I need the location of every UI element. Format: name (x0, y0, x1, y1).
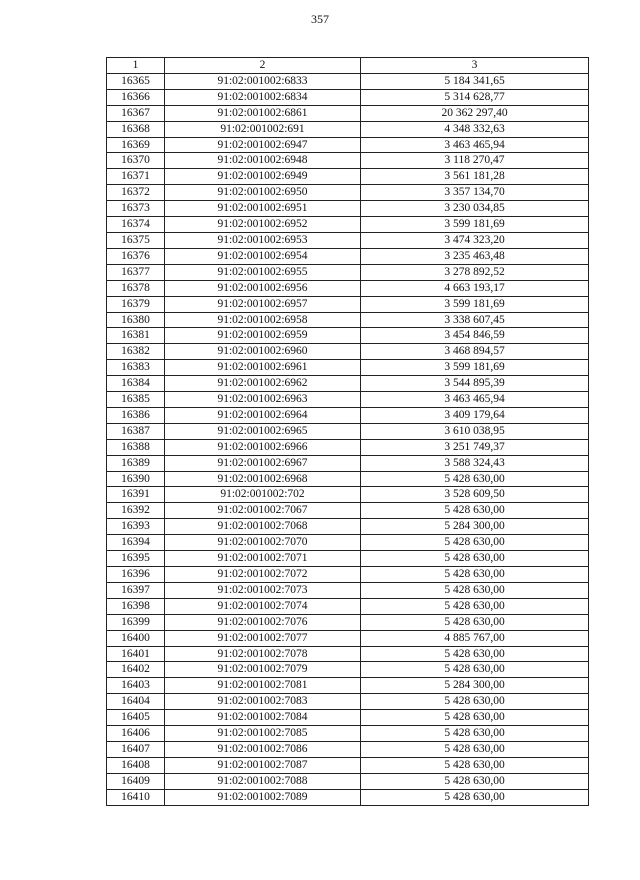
cadastral-number-cell: 91:02:001002:6834 (165, 89, 361, 105)
table-body (107, 73, 589, 805)
table-row (107, 248, 589, 264)
table-row (107, 137, 589, 153)
row-number-cell: 16405 (107, 710, 165, 726)
cadastral-number-cell: 91:02:001002:7087 (165, 757, 361, 773)
value-cell: 5 314 628,77 (361, 89, 589, 105)
table-row (107, 344, 589, 360)
row-number-cell: 16371 (107, 169, 165, 185)
row-number-cell: 16391 (107, 487, 165, 503)
row-number-cell: 16379 (107, 296, 165, 312)
cadastral-number-cell: 91:02:001002:6953 (165, 232, 361, 248)
value-cell: 5 428 630,00 (361, 582, 589, 598)
cadastral-number-cell: 91:02:001002:7072 (165, 567, 361, 583)
value-cell: 3 599 181,69 (361, 360, 589, 376)
cadastral-number-cell: 91:02:001002:7074 (165, 598, 361, 614)
registry-table (106, 57, 589, 806)
value-cell: 3 474 323,20 (361, 232, 589, 248)
table-row (107, 169, 589, 185)
value-cell: 5 428 630,00 (361, 694, 589, 710)
cadastral-number-cell: 91:02:001002:6960 (165, 344, 361, 360)
value-cell: 5 184 341,65 (361, 73, 589, 89)
table-row (107, 662, 589, 678)
row-number-cell: 16402 (107, 662, 165, 678)
value-cell: 5 284 300,00 (361, 519, 589, 535)
table-row (107, 519, 589, 535)
value-cell: 3 251 749,37 (361, 439, 589, 455)
table-row (107, 471, 589, 487)
row-number-cell: 16373 (107, 201, 165, 217)
table-row (107, 73, 589, 89)
value-cell: 5 284 300,00 (361, 678, 589, 694)
row-number-cell: 16398 (107, 598, 165, 614)
value-cell: 5 428 630,00 (361, 567, 589, 583)
table-row (107, 773, 589, 789)
cadastral-number-cell: 91:02:001002:6965 (165, 423, 361, 439)
value-cell: 5 428 630,00 (361, 614, 589, 630)
row-number-cell: 16388 (107, 439, 165, 455)
value-cell: 3 561 181,28 (361, 169, 589, 185)
table-row (107, 217, 589, 233)
row-number-cell: 16403 (107, 678, 165, 694)
row-number-cell: 16384 (107, 376, 165, 392)
row-number-cell: 16390 (107, 471, 165, 487)
table-row (107, 232, 589, 248)
table-row (107, 439, 589, 455)
row-number-cell: 16393 (107, 519, 165, 535)
table-row (107, 280, 589, 296)
column-header-1: 1 (107, 58, 165, 74)
cadastral-number-cell: 91:02:001002:6957 (165, 296, 361, 312)
cadastral-number-cell: 91:02:001002:702 (165, 487, 361, 503)
value-cell: 3 588 324,43 (361, 455, 589, 471)
value-cell: 5 428 630,00 (361, 741, 589, 757)
cadastral-number-cell: 91:02:001002:6963 (165, 392, 361, 408)
table-row (107, 551, 589, 567)
value-cell: 3 230 034,85 (361, 201, 589, 217)
value-cell: 3 599 181,69 (361, 296, 589, 312)
cadastral-number-cell: 91:02:001002:6951 (165, 201, 361, 217)
row-number-cell: 16367 (107, 105, 165, 121)
cadastral-number-cell: 91:02:001002:6955 (165, 264, 361, 280)
value-cell: 3 338 607,45 (361, 312, 589, 328)
cadastral-number-cell: 91:02:001002:6959 (165, 328, 361, 344)
value-cell: 3 454 846,59 (361, 328, 589, 344)
cadastral-number-cell: 91:02:001002:691 (165, 121, 361, 137)
value-cell: 5 428 630,00 (361, 551, 589, 567)
row-number-cell: 16375 (107, 232, 165, 248)
value-cell: 5 428 630,00 (361, 789, 589, 805)
table-row (107, 185, 589, 201)
cadastral-number-cell: 91:02:001002:7073 (165, 582, 361, 598)
table-row (107, 741, 589, 757)
table-row (107, 455, 589, 471)
row-number-cell: 16394 (107, 535, 165, 551)
cadastral-number-cell: 91:02:001002:6948 (165, 153, 361, 169)
table-row (107, 360, 589, 376)
row-number-cell: 16410 (107, 789, 165, 805)
table-row (107, 614, 589, 630)
cadastral-number-cell: 91:02:001002:6950 (165, 185, 361, 201)
cadastral-number-cell: 91:02:001002:6967 (165, 455, 361, 471)
cadastral-number-cell: 91:02:001002:7068 (165, 519, 361, 535)
table-row (107, 407, 589, 423)
value-cell: 5 428 630,00 (361, 726, 589, 742)
table-row (107, 598, 589, 614)
row-number-cell: 16368 (107, 121, 165, 137)
table-row (107, 487, 589, 503)
cadastral-number-cell: 91:02:001002:6952 (165, 217, 361, 233)
cadastral-number-cell: 91:02:001002:7076 (165, 614, 361, 630)
value-cell: 3 118 270,47 (361, 153, 589, 169)
table-row (107, 535, 589, 551)
value-cell: 4 885 767,00 (361, 630, 589, 646)
row-number-cell: 16392 (107, 503, 165, 519)
row-number-cell: 16409 (107, 773, 165, 789)
column-header-2: 2 (165, 58, 361, 74)
row-number-cell: 16385 (107, 392, 165, 408)
value-cell: 5 428 630,00 (361, 710, 589, 726)
table-row (107, 582, 589, 598)
table-row (107, 503, 589, 519)
cadastral-number-cell: 91:02:001002:7077 (165, 630, 361, 646)
cadastral-number-cell: 91:02:001002:6956 (165, 280, 361, 296)
value-cell: 5 428 630,00 (361, 773, 589, 789)
table-row (107, 678, 589, 694)
table-row (107, 296, 589, 312)
row-number-cell: 16397 (107, 582, 165, 598)
row-number-cell: 16383 (107, 360, 165, 376)
value-cell: 20 362 297,40 (361, 105, 589, 121)
value-cell: 5 428 630,00 (361, 471, 589, 487)
value-cell: 3 468 894,57 (361, 344, 589, 360)
row-number-cell: 16380 (107, 312, 165, 328)
row-number-cell: 16396 (107, 567, 165, 583)
table-row (107, 312, 589, 328)
value-cell: 5 428 630,00 (361, 646, 589, 662)
table-row (107, 121, 589, 137)
value-cell: 3 528 609,50 (361, 487, 589, 503)
row-number-cell: 16372 (107, 185, 165, 201)
table-row (107, 392, 589, 408)
table-row (107, 710, 589, 726)
row-number-cell: 16369 (107, 137, 165, 153)
cadastral-number-cell: 91:02:001002:7083 (165, 694, 361, 710)
cadastral-number-cell: 91:02:001002:7067 (165, 503, 361, 519)
row-number-cell: 16395 (107, 551, 165, 567)
row-number-cell: 16365 (107, 73, 165, 89)
row-number-cell: 16381 (107, 328, 165, 344)
table-row (107, 423, 589, 439)
table-row (107, 89, 589, 105)
cadastral-number-cell: 91:02:001002:6968 (165, 471, 361, 487)
value-cell: 3 599 181,69 (361, 217, 589, 233)
table-row (107, 201, 589, 217)
row-number-cell: 16407 (107, 741, 165, 757)
cadastral-number-cell: 91:02:001002:7081 (165, 678, 361, 694)
row-number-cell: 16401 (107, 646, 165, 662)
value-cell: 3 463 465,94 (361, 137, 589, 153)
cadastral-number-cell: 91:02:001002:6947 (165, 137, 361, 153)
cadastral-number-cell: 91:02:001002:6958 (165, 312, 361, 328)
row-number-cell: 16400 (107, 630, 165, 646)
row-number-cell: 16404 (107, 694, 165, 710)
row-number-cell: 16378 (107, 280, 165, 296)
cadastral-number-cell: 91:02:001002:7084 (165, 710, 361, 726)
cadastral-number-cell: 91:02:001002:6966 (165, 439, 361, 455)
value-cell: 5 428 630,00 (361, 535, 589, 551)
table-header (107, 58, 589, 74)
value-cell: 3 357 134,70 (361, 185, 589, 201)
value-cell: 3 463 465,94 (361, 392, 589, 408)
value-cell: 3 610 038,95 (361, 423, 589, 439)
row-number-cell: 16387 (107, 423, 165, 439)
value-cell: 3 409 179,64 (361, 407, 589, 423)
cadastral-number-cell: 91:02:001002:7086 (165, 741, 361, 757)
row-number-cell: 16374 (107, 217, 165, 233)
table-row (107, 153, 589, 169)
row-number-cell: 16366 (107, 89, 165, 105)
value-cell: 5 428 630,00 (361, 503, 589, 519)
cadastral-number-cell: 91:02:001002:6962 (165, 376, 361, 392)
row-number-cell: 16376 (107, 248, 165, 264)
table-row (107, 328, 589, 344)
cadastral-number-cell: 91:02:001002:7078 (165, 646, 361, 662)
table-row (107, 376, 589, 392)
value-cell: 3 235 463,48 (361, 248, 589, 264)
row-number-cell: 16408 (107, 757, 165, 773)
value-cell: 3 278 892,52 (361, 264, 589, 280)
row-number-cell: 16370 (107, 153, 165, 169)
value-cell: 4 348 332,63 (361, 121, 589, 137)
table-row (107, 757, 589, 773)
table-row (107, 630, 589, 646)
table-row (107, 105, 589, 121)
value-cell: 5 428 630,00 (361, 757, 589, 773)
cadastral-number-cell: 91:02:001002:7079 (165, 662, 361, 678)
cadastral-number-cell: 91:02:001002:6949 (165, 169, 361, 185)
cadastral-number-cell: 91:02:001002:6961 (165, 360, 361, 376)
cadastral-number-cell: 91:02:001002:7089 (165, 789, 361, 805)
cadastral-number-cell: 91:02:001002:6964 (165, 407, 361, 423)
cadastral-number-cell: 91:02:001002:6954 (165, 248, 361, 264)
table-row (107, 567, 589, 583)
cadastral-number-cell: 91:02:001002:6833 (165, 73, 361, 89)
cadastral-number-cell: 91:02:001002:7071 (165, 551, 361, 567)
table-row (107, 694, 589, 710)
table-row (107, 264, 589, 280)
table-row (107, 646, 589, 662)
value-cell: 5 428 630,00 (361, 598, 589, 614)
row-number-cell: 16377 (107, 264, 165, 280)
cadastral-number-cell: 91:02:001002:7070 (165, 535, 361, 551)
row-number-cell: 16389 (107, 455, 165, 471)
row-number-cell: 16382 (107, 344, 165, 360)
row-number-cell: 16399 (107, 614, 165, 630)
page-number: 357 (311, 12, 329, 26)
value-cell: 3 544 895,39 (361, 376, 589, 392)
value-cell: 4 663 193,17 (361, 280, 589, 296)
table-row (107, 789, 589, 805)
column-header-3: 3 (361, 58, 589, 74)
row-number-cell: 16386 (107, 407, 165, 423)
cadastral-number-cell: 91:02:001002:6861 (165, 105, 361, 121)
cadastral-number-cell: 91:02:001002:7085 (165, 726, 361, 742)
row-number-cell: 16406 (107, 726, 165, 742)
value-cell: 5 428 630,00 (361, 662, 589, 678)
table-row (107, 726, 589, 742)
header-row (107, 58, 589, 74)
cadastral-number-cell: 91:02:001002:7088 (165, 773, 361, 789)
